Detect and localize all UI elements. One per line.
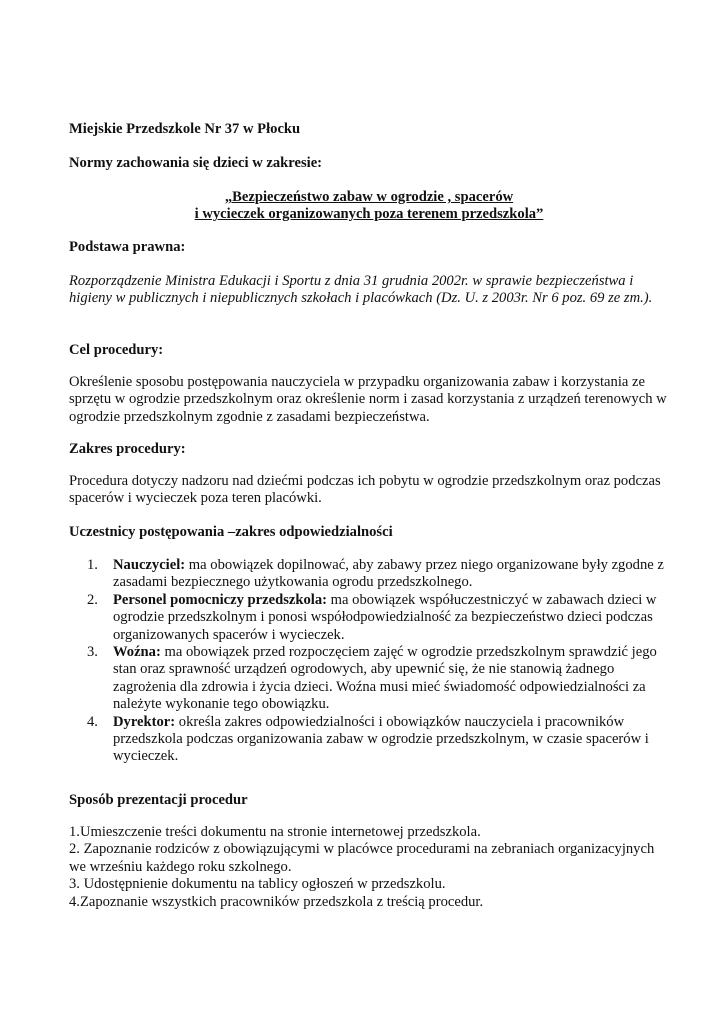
role-text: ma obowiązek współuczestniczyć w zabawach dzieci w ogrodzie przedszkolnym i ponosi współodpowiedzialność za bezpieczeństwo dzieci podczas organizowanych spacerów i wycieczek. bbox=[113, 591, 657, 643]
norms-title: Normy zachowania się dzieci w zakresie: bbox=[69, 155, 323, 171]
procedure-subject bbox=[69, 189, 669, 224]
legal-basis-text: Rozporządzenie Ministra Edukacji i Sportu z dnia 31 grudnia 2002r. w sprawie bezpieczeństwa i higieny w publicznych i niepublicznych szkołach i placówkach (Dz. U. z 2003r. Nr 6 poz. 69 ze zm.). bbox=[69, 273, 653, 307]
presentation-line: 3. Udostępnienie dokumentu na tablicy ogłoszeń w przedszkolu. bbox=[69, 876, 446, 893]
role-text: ma obowiązek przed rozpoczęciem zajęć w ogrodzie przedszkolnym sprawdzić jego stan oraz sprawność urządzeń ogrodowych, aby upewnić się, że nie stanowią żadnego zagrożenia dla zdrowia i życia dzieci. Woźna musi mieć świadomość odpowiedzialności za należyte wykonanie tego obowiązku. bbox=[113, 644, 657, 713]
list-item: 4. Dyrektor: określa zakres odpowiedzialności i obowiązków nauczyciela i pracowników przedszkola podczas organizowania zabaw w ogrodzie przedszkolnym, w czasie spacerów i wycieczek. bbox=[87, 713, 649, 765]
school-name: Miejskie Przedszkole Nr 37 w Płocku bbox=[69, 121, 301, 137]
participants-list bbox=[69, 557, 669, 766]
role-support-staff: Personel pomocniczy przedszkola: bbox=[113, 591, 328, 608]
role-director: Dyrektor: bbox=[113, 713, 176, 730]
subject-line-2: i wycieczek organizowanych poza terenem przedszkola” bbox=[194, 206, 544, 223]
list-item: 3. Woźna: ma obowiązek przed rozpoczęciem zajęć w ogrodzie przedszkolnym sprawdzić jego stan oraz sprawność urządzeń ogrodowych, aby upewnić się, że nie stanowią żadnego zagrożenia dla zdrowia i życia dzieci. Woźna musi mieć świadomość odpowiedzialności za należyte wykonanie tego obowiązku. bbox=[87, 644, 657, 713]
presentation-line: 2. Zapoznanie rodziców z obowiązującymi w placówce procedurami na zebraniach organizacyjnych we wrześniu każdego roku szkolnego. bbox=[69, 841, 655, 875]
list-item: 2. Personel pomocniczy przedszkola: ma obowiązek współuczestniczyć w zabawach dzieci w ogrodzie przedszkolnym i ponosi współodpowiedzialność za bezpieczeństwo dzieci podczas organizowanych spacerów i wycieczek. bbox=[87, 591, 657, 643]
scope-heading: Zakres procedury: bbox=[69, 441, 186, 457]
goal-heading: Cel procedury: bbox=[69, 342, 164, 358]
scope-text: Procedura dotyczy nadzoru nad dziećmi podczas ich pobytu w ogrodzie przedszkolnym oraz podczas spacerów i wycieczek poza teren placówki. bbox=[69, 473, 661, 507]
role-text: określa zakres odpowiedzialności i obowiązków nauczyciela i pracowników przedszkola podczas organizowania zabaw w ogrodzie przedszkolnym, w czasie spacerów i wycieczek. bbox=[113, 713, 649, 765]
presentation-line: 1.Umieszczenie treści dokumentu na stronie internetowej przedszkola. bbox=[69, 824, 481, 840]
presentation-heading: Sposób prezentacji procedur bbox=[69, 792, 248, 808]
role-text: ma obowiązek dopilnować, aby zabawy przez niego organizowane były zgodne z zasadami bezpiecznego użytkowania ogrodu przedszkolnego. bbox=[113, 557, 664, 591]
presentation-list bbox=[69, 824, 669, 911]
subject-line-1: „Bezpieczeństwo zabaw w ogrodzie , spacerów bbox=[224, 189, 514, 205]
list-item: 1. Nauczyciel: ma obowiązek dopilnować, aby zabawy przez niego organizowane były zgodne z zasadami bezpiecznego użytkowania ogrodu przedszkolnego. bbox=[87, 557, 664, 591]
goal-text: Określenie sposobu postępowania nauczyciela w przypadku organizowania zabaw i korzystania ze sprzętu w ogrodzie przedszkolnym oraz określenie norm i zasad korzystania z urządzeń terenowych w ogrodzie przedszkolnym zgodnie z zasadami bezpieczeństwa. bbox=[69, 374, 667, 425]
participants-heading: Uczestnicy postępowania –zakres odpowiedzialności bbox=[69, 524, 393, 540]
role-janitor: Woźna: bbox=[113, 644, 161, 661]
legal-basis-heading: Podstawa prawna: bbox=[69, 239, 186, 255]
role-teacher: Nauczyciel: bbox=[113, 557, 186, 573]
presentation-line: 4.Zapoznanie wszystkich pracowników przedszkola z treścią procedur. bbox=[69, 893, 484, 910]
